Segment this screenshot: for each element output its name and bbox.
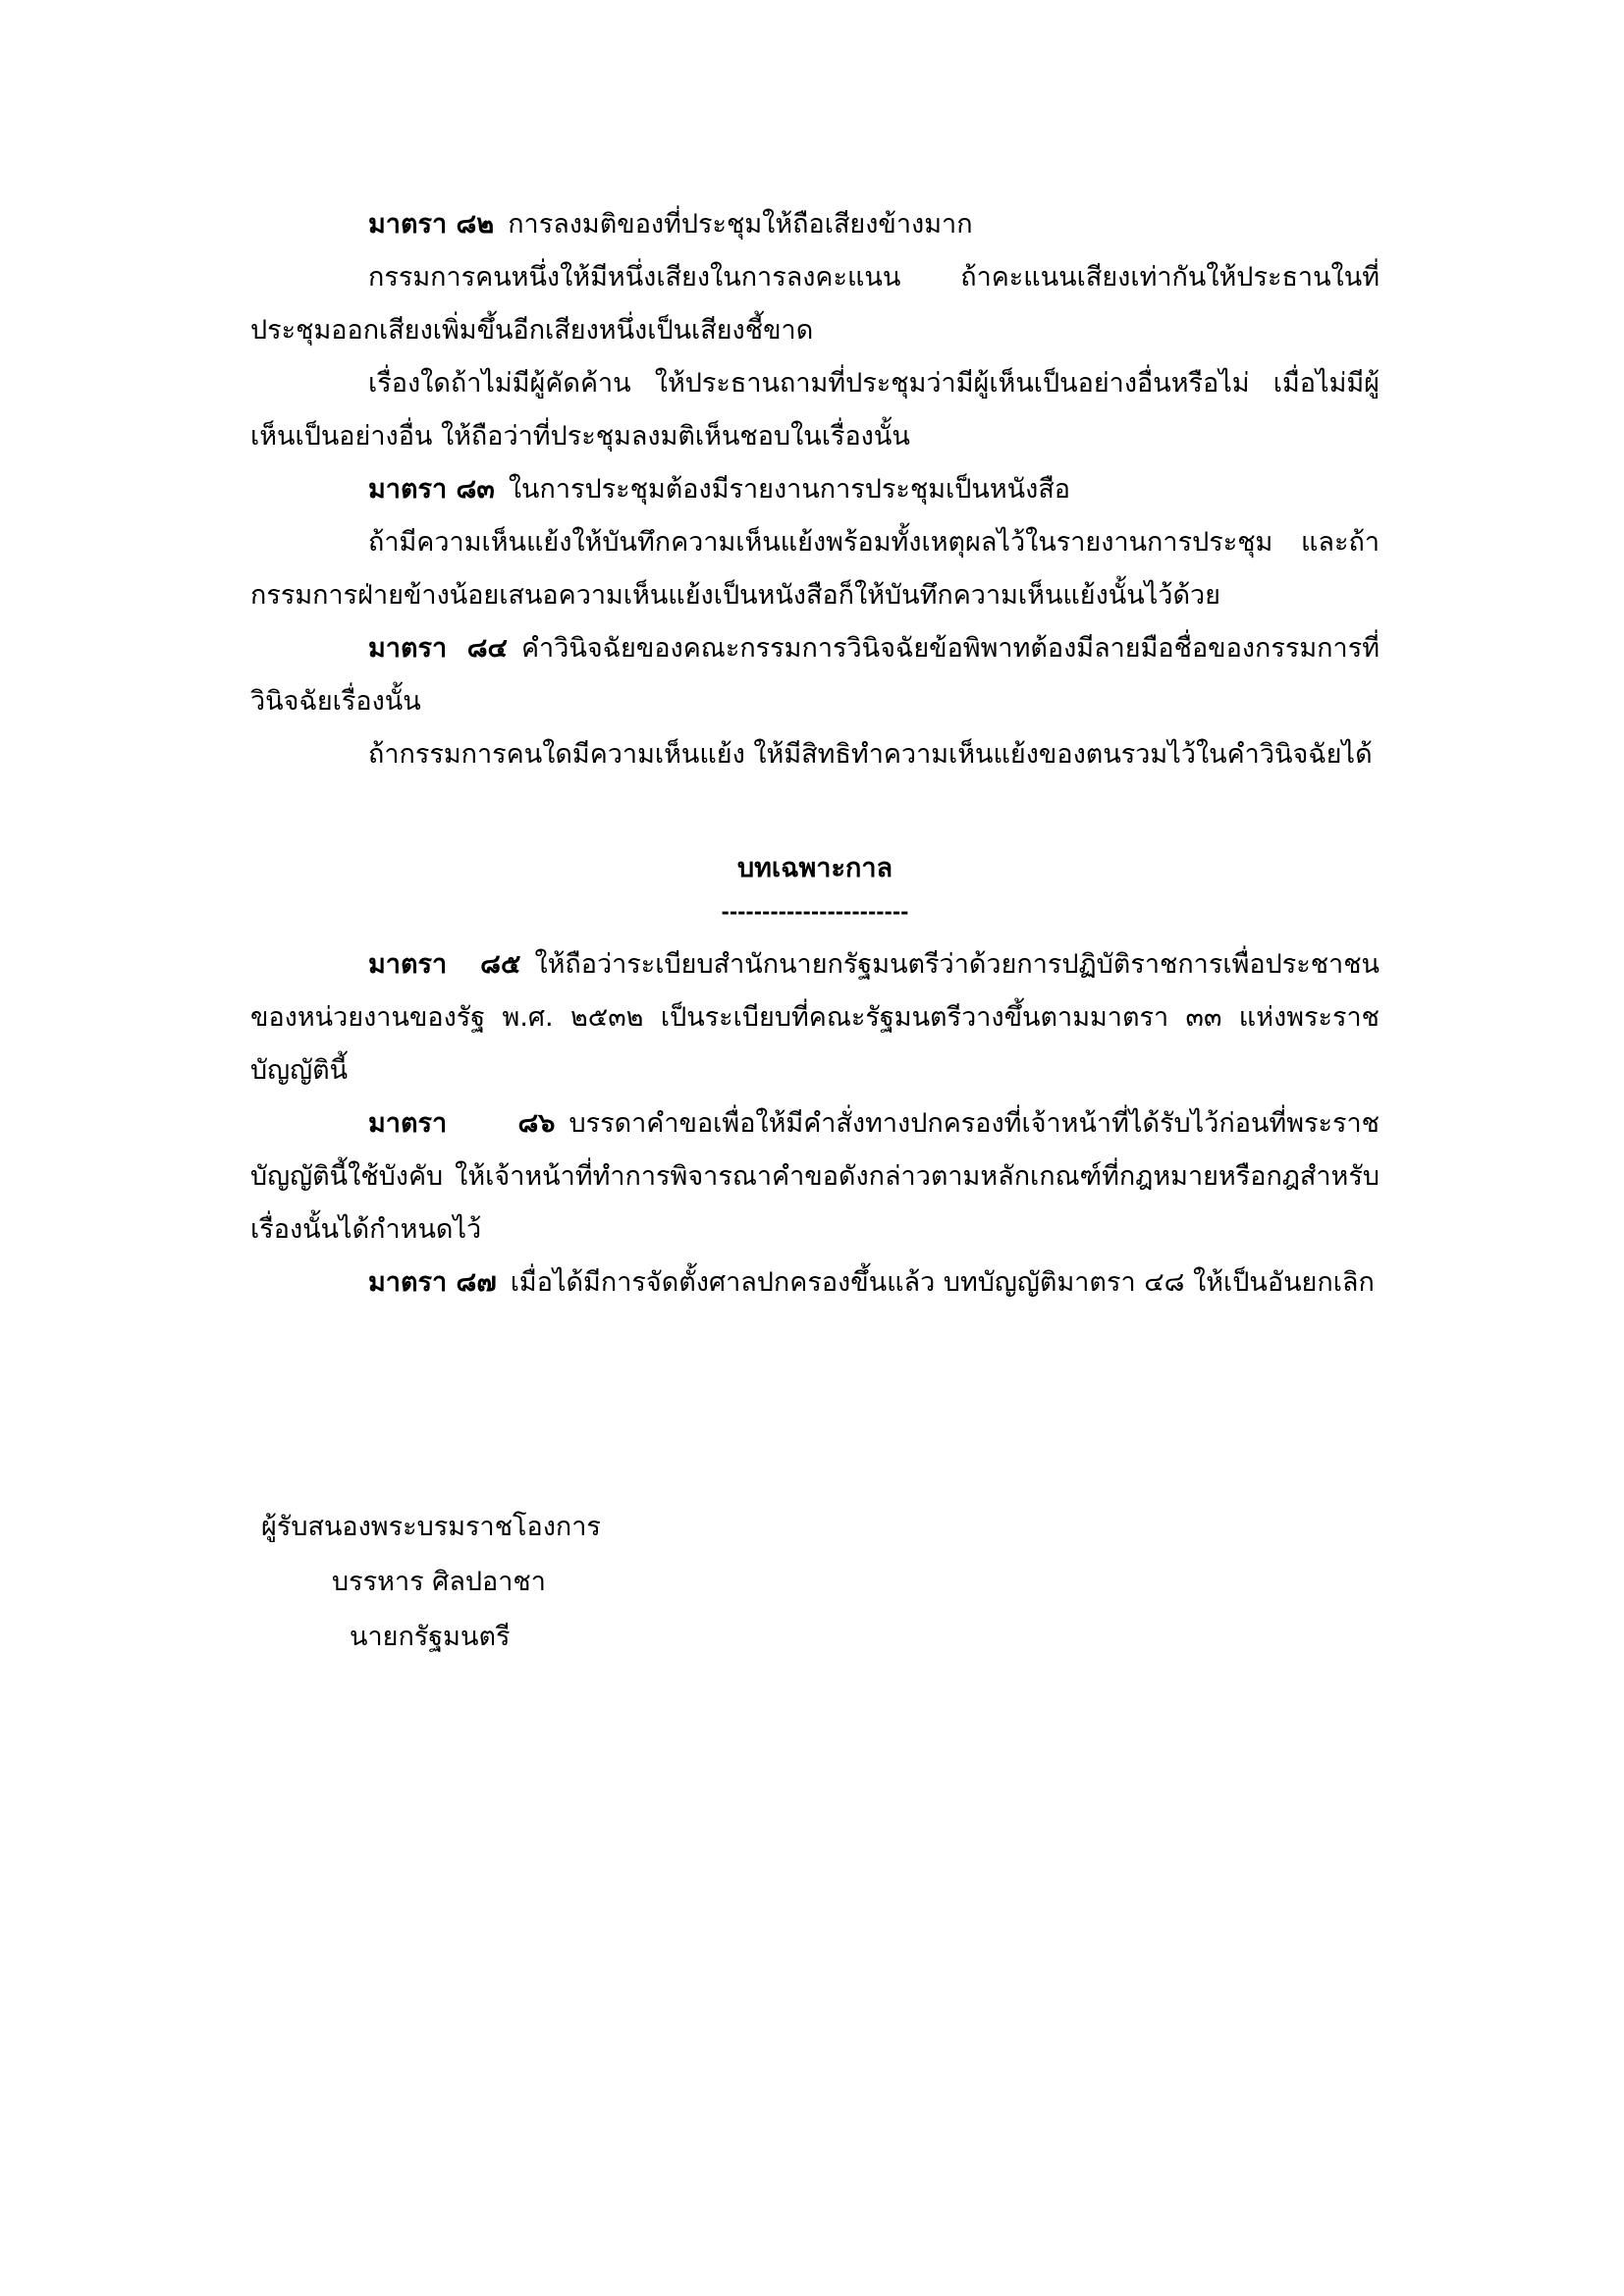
section-86 (250, 1097, 1380, 1256)
section-text: ถ้ากรรมการคนใดมีความเห็นแย้ง ให้มีสิทธิทำความเห็นแย้งของตนรวมไว้ในคำวินิจฉัยได้ (368, 739, 1373, 770)
section-83-paragraph-2 (250, 516, 1380, 622)
section-84-paragraph-2 (250, 728, 1380, 781)
section-82-paragraph-2 (250, 251, 1380, 357)
section-text: บรรดาคำขอเพื่อให้มีคำสั่งทางปกครองที่เจ้าหน้าที่ได้รับไว้ก่อนที่พระราชบัญญัตินี้ใช้บังคับ ให้เจ้าหน้าที่ทำการพิจารณาคำขอดังกล่าวตามหลักเกณฑ์ที่กฎหมายหรือกฎสำหรับเรื่องนั้นได้กำหนดไว้ (250, 1108, 1380, 1245)
section-number: มาตรา ๘๔ (368, 633, 508, 664)
section-82 (250, 198, 1380, 251)
section-number: มาตรา ๘๖ (368, 1108, 556, 1139)
section-82-paragraph-3 (250, 357, 1380, 463)
section-text: การลงมติของที่ประชุมให้ถือเสียงข้างมาก (508, 209, 973, 240)
section-text: เรื่องใดถ้าไม่มีผู้คัดค้าน ให้ประธานถามที่ประชุมว่ามีผู้เห็นเป็นอย่างอื่นหรือไม่ เมื่อไม่มีผู้เห็นเป็นอย่างอื่น ให้ถือว่าที่ประชุมลงมติเห็นชอบในเรื่องนั้น (250, 368, 1380, 452)
section-number: มาตรา ๘๕ (368, 949, 521, 980)
signatory-name: บรรหาร ศิลปอาชา (332, 1567, 546, 1597)
chapter-title: บทเฉพาะกาล (736, 853, 893, 883)
section-text: ในการประชุมต้องมีรายงานการประชุมเป็นหนังสือ (508, 474, 1071, 505)
section-83 (250, 463, 1380, 516)
section-84 (250, 622, 1380, 728)
section-number: มาตรา ๘๒ (368, 209, 495, 240)
section-number: มาตรา ๘๓ (368, 474, 495, 505)
section-text: คำวินิจฉัยของคณะกรรมการวินิจฉัยข้อพิพาทต้องมีลายมือชื่อของกรรมการที่วินิจฉัยเรื่องนั้น (250, 633, 1380, 717)
countersign-label: ผู้รับสนองพระบรมราชโองการ (261, 1512, 601, 1542)
section-text: ให้ถือว่าระเบียบสำนักนายกรัฐมนตรีว่าด้วยการปฏิบัติราชการเพื่อประชาชนของหน่วยงานของรัฐ พ.ศ. ๒๕๓๒ เป็นระเบียบที่คณะรัฐมนตรีวางขึ้นตามมาตรา ๓๓ แห่งพระราชบัญญัตินี้ (250, 949, 1380, 1086)
section-85 (250, 938, 1380, 1097)
section-87 (250, 1256, 1380, 1309)
signatory-position: นายกรัฐมนตรี (350, 1622, 511, 1652)
chapter-divider: ----------------------- (721, 900, 909, 924)
section-number: มาตรา ๘๗ (368, 1267, 497, 1298)
section-text: ถ้ามีความเห็นแย้งให้บันทึกความเห็นแย้งพร้อมทั้งเหตุผลไว้ในรายงานการประชุม และถ้ากรรมการฝ่ายข้างน้อยเสนอความเห็นแย้งเป็นหนังสือก็ให้บันทึกความเห็นแย้งนั้นไว้ด้วย (250, 527, 1380, 611)
document-body (250, 198, 1380, 1309)
section-text: กรรมการคนหนึ่งให้มีหนึ่งเสียงในการลงคะแนน ถ้าคะแนนเสียงเท่ากันให้ประธานในที่ประชุมออกเสียงเพิ่มขึ้นอีกเสียงหนึ่งเป็นเสียงชี้ขาด (250, 262, 1380, 346)
signature-block (261, 1500, 601, 1665)
section-text: เมื่อได้มีการจัดตั้งศาลปกครองขึ้นแล้ว บทบัญญัติมาตรา ๔๘ ให้เป็นอันยกเลิก (510, 1267, 1375, 1298)
